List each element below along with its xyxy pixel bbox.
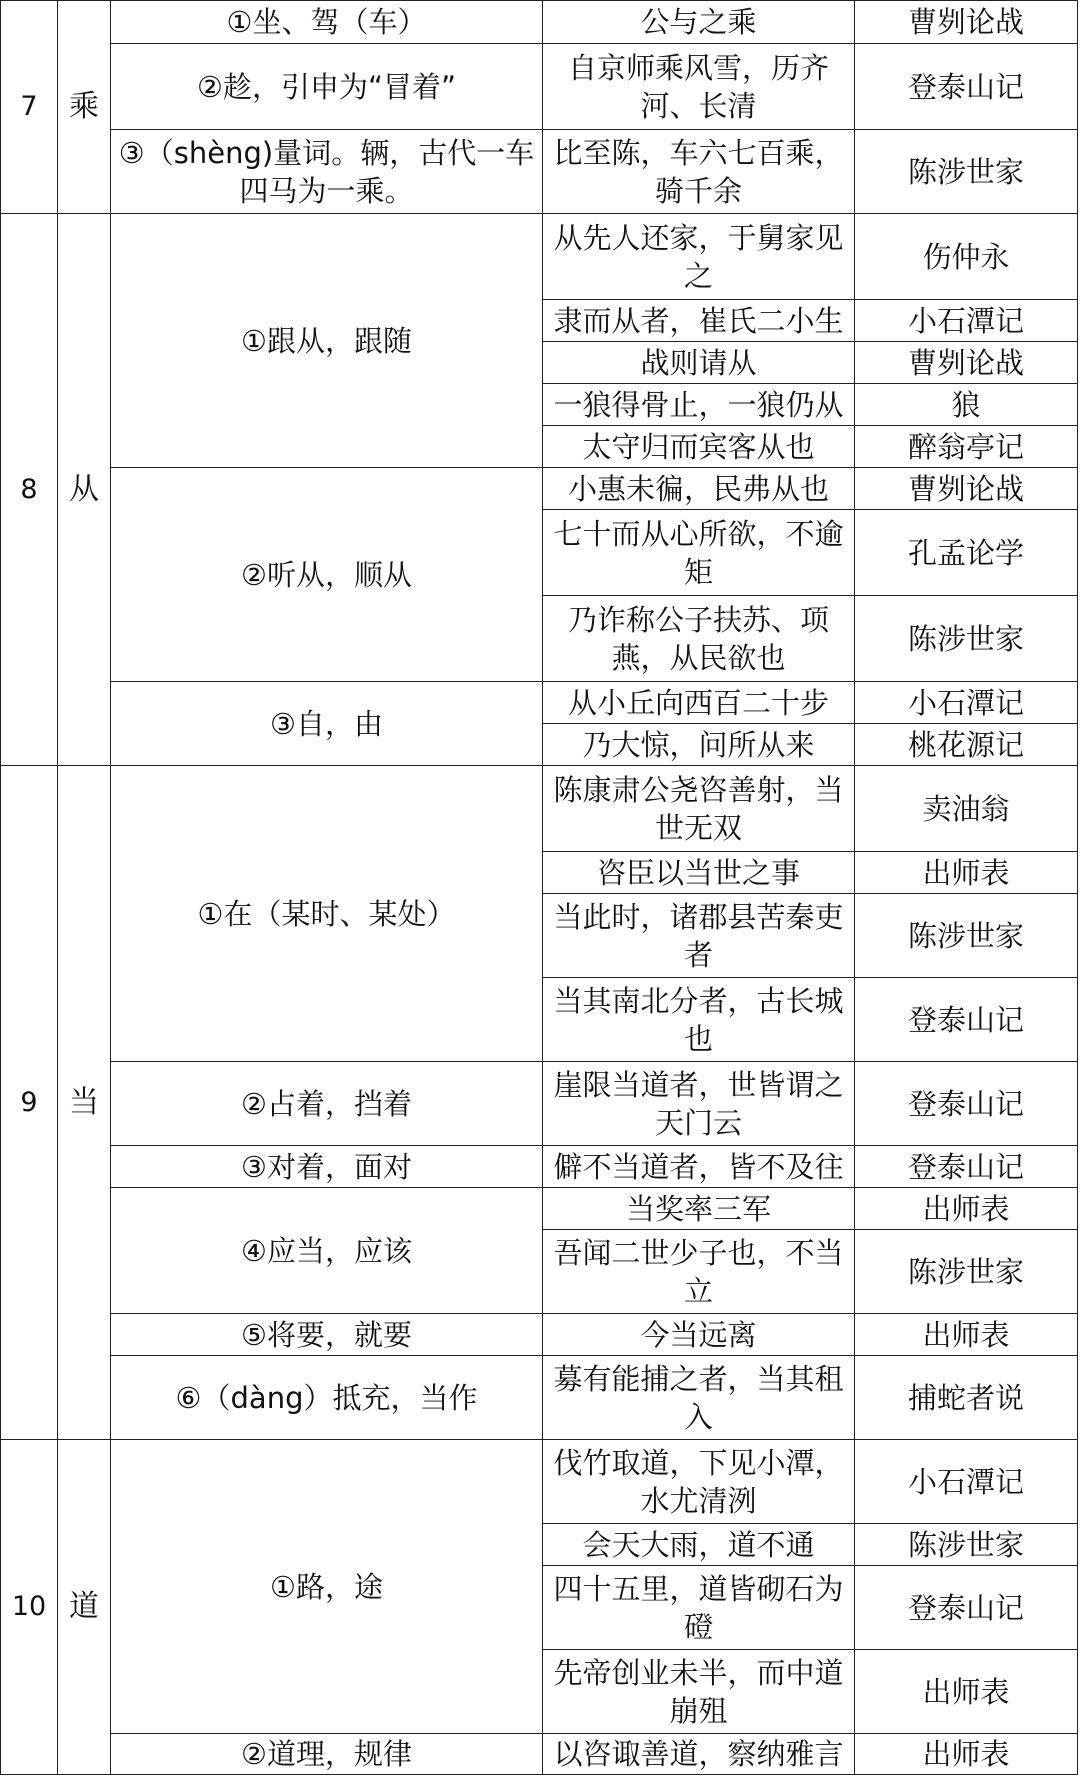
example-sentence: 隶而从者，崔氏二小生 <box>543 300 855 342</box>
example-source: 伤仲永 <box>855 214 1078 300</box>
meaning-label: ①路，途 <box>111 1440 543 1734</box>
example-source: 登泰山记 <box>855 1146 1078 1188</box>
example-source: 曹刿论战 <box>855 1 1078 44</box>
example-sentence: 吾闻二世少子也，不当立 <box>543 1230 855 1314</box>
example-sentence: 四十五里，道皆砌石为磴 <box>543 1566 855 1650</box>
entry-number: 8 <box>1 214 58 766</box>
example-sentence: 陈康肃公尧咨善射，当世无双 <box>543 766 855 852</box>
meaning-label: ③对着，面对 <box>111 1146 543 1188</box>
example-source: 陈涉世家 <box>855 596 1078 682</box>
meaning-label: ③自，由 <box>111 682 543 766</box>
example-sentence: 自京师乘风雪，历齐河、长清 <box>543 44 855 130</box>
example-source: 陈涉世家 <box>855 894 1078 978</box>
example-sentence: 会天大雨，道不通 <box>543 1524 855 1566</box>
meaning-label: ②道理，规律 <box>111 1734 543 1775</box>
example-source: 小石潭记 <box>855 300 1078 342</box>
example-sentence: 先帝创业未半，而中道崩殂 <box>543 1650 855 1734</box>
meaning-label: ③（shèng)量词。辆，古代一车四马为一乘。 <box>111 130 543 214</box>
example-source: 小石潭记 <box>855 682 1078 724</box>
example-sentence: 乃诈称公子扶苏、项燕，从民欲也 <box>543 596 855 682</box>
example-source: 桃花源记 <box>855 724 1078 766</box>
meaning-label: ①跟从，跟随 <box>111 214 543 468</box>
example-source: 陈涉世家 <box>855 130 1078 214</box>
example-source: 小石潭记 <box>855 1440 1078 1524</box>
example-source: 出师表 <box>855 1314 1078 1356</box>
example-sentence: 咨臣以当世之事 <box>543 852 855 894</box>
meaning-label: ④应当，应该 <box>111 1188 543 1314</box>
example-source: 陈涉世家 <box>855 1230 1078 1314</box>
example-source: 孔孟论学 <box>855 510 1078 596</box>
example-source: 出师表 <box>855 1734 1078 1775</box>
example-sentence: 伐竹取道，下见小潭，水尤清洌 <box>543 1440 855 1524</box>
example-sentence: 七十而从心所欲，不逾矩 <box>543 510 855 596</box>
entry-character: 道 <box>58 1440 111 1775</box>
example-source: 登泰山记 <box>855 978 1078 1062</box>
example-source: 捕蛇者说 <box>855 1356 1078 1440</box>
entry-character: 当 <box>58 766 111 1440</box>
example-source: 曹刿论战 <box>855 342 1078 384</box>
example-sentence: 以咨诹善道，察纳雅言 <box>543 1734 855 1775</box>
example-sentence: 一狼得骨止，一狼仍从 <box>543 384 855 426</box>
example-sentence: 小惠未徧，民弗从也 <box>543 468 855 510</box>
example-source: 出师表 <box>855 852 1078 894</box>
meaning-label: ②听从，顺从 <box>111 468 543 682</box>
example-source: 登泰山记 <box>855 44 1078 130</box>
example-source: 登泰山记 <box>855 1566 1078 1650</box>
meaning-label: ①坐、驾（车） <box>111 1 543 44</box>
meaning-label: ⑥（dàng）抵充，当作 <box>111 1356 543 1440</box>
example-sentence: 公与之乘 <box>543 1 855 44</box>
meaning-label: ①在（某时、某处） <box>111 766 543 1062</box>
entry-number: 9 <box>1 766 58 1440</box>
meaning-label: ②占着，挡着 <box>111 1062 543 1146</box>
example-sentence: 当其南北分者，古长城也 <box>543 978 855 1062</box>
example-source: 陈涉世家 <box>855 1524 1078 1566</box>
meaning-label: ⑤将要，就要 <box>111 1314 543 1356</box>
example-sentence: 当奖率三军 <box>543 1188 855 1230</box>
example-sentence: 乃大惊，问所从来 <box>543 724 855 766</box>
example-sentence: 募有能捕之者，当其租入 <box>543 1356 855 1440</box>
example-sentence: 从小丘向西百二十步 <box>543 682 855 724</box>
example-source: 狼 <box>855 384 1078 426</box>
entry-number: 7 <box>1 1 58 214</box>
example-sentence: 太守归而宾客从也 <box>543 426 855 468</box>
example-source: 卖油翁 <box>855 766 1078 852</box>
example-source: 曹刿论战 <box>855 468 1078 510</box>
example-sentence: 从先人还家，于舅家见之 <box>543 214 855 300</box>
example-source: 登泰山记 <box>855 1062 1078 1146</box>
example-sentence: 比至陈，车六七百乘，骑千余 <box>543 130 855 214</box>
entry-number: 10 <box>1 1440 58 1775</box>
meaning-label: ②趁，引申为“冒着” <box>111 44 543 130</box>
example-source: 醉翁亭记 <box>855 426 1078 468</box>
entry-character: 乘 <box>58 1 111 214</box>
example-sentence: 崖限当道者，世皆谓之天门云 <box>543 1062 855 1146</box>
example-sentence: 今当远离 <box>543 1314 855 1356</box>
example-source: 出师表 <box>855 1188 1078 1230</box>
entry-character: 从 <box>58 214 111 766</box>
example-sentence: 当此时，诸郡县苦秦吏者 <box>543 894 855 978</box>
glossary-table-body <box>1 1 1078 1775</box>
example-sentence: 僻不当道者，皆不及往 <box>543 1146 855 1188</box>
example-source: 出师表 <box>855 1650 1078 1734</box>
example-sentence: 战则请从 <box>543 342 855 384</box>
